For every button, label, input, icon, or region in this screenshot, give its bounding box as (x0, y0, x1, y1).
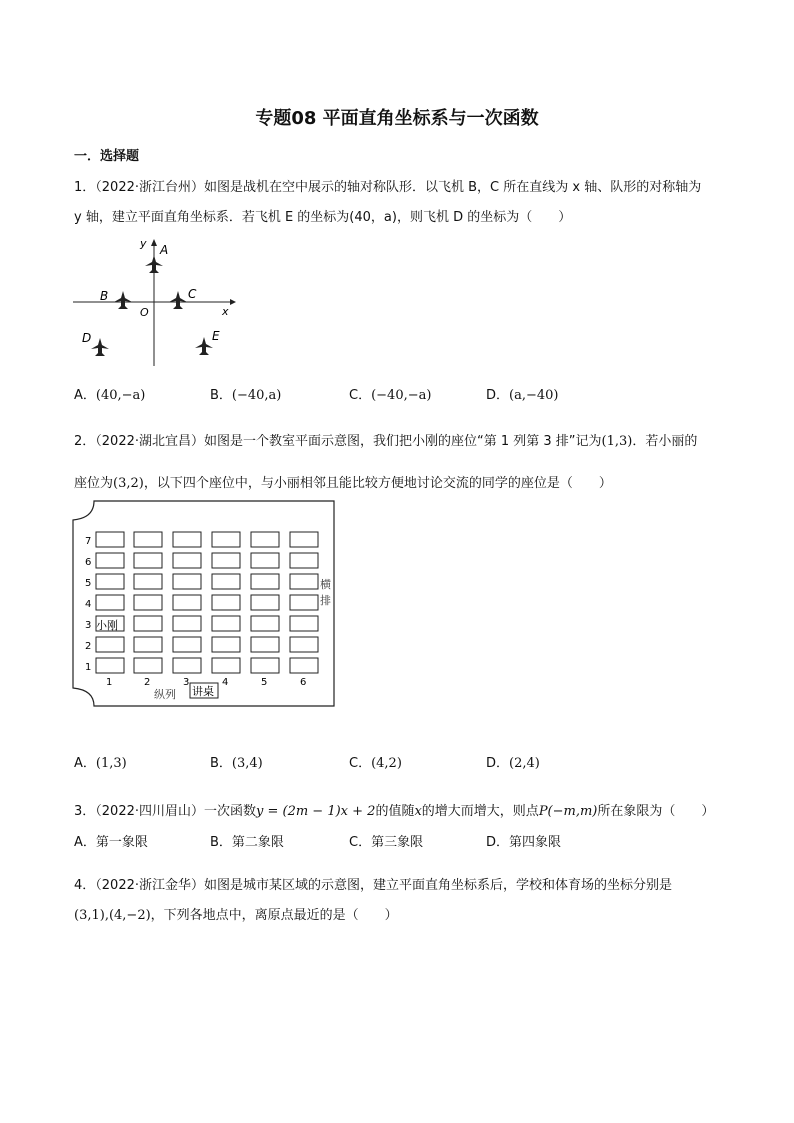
seat-grid (96, 532, 318, 673)
row-label: 3 (85, 620, 92, 631)
seat (96, 595, 124, 610)
q3-text-mid: 的值随 (375, 804, 415, 819)
seat (134, 616, 162, 631)
seat (96, 658, 124, 673)
q3-option-c-value: 第三象限 (371, 835, 424, 850)
seat (173, 637, 201, 652)
seat (212, 532, 240, 547)
q2-text-line2 (74, 472, 612, 491)
seat (290, 616, 318, 631)
q4-line2-math: (3,1),(4,−2) (74, 908, 151, 923)
q3-option-c[interactable] (349, 831, 423, 850)
q1-option-c-letter: C． (349, 388, 372, 403)
seat (212, 553, 240, 568)
seat (134, 658, 162, 673)
q2-option-b-value: (3,4) (231, 756, 263, 771)
x-axis-label: x (222, 305, 229, 318)
plane-e-icon (195, 337, 213, 355)
seat (290, 553, 318, 568)
q1-option-b[interactable] (210, 384, 281, 403)
y-axis-label: y (140, 237, 147, 250)
seat (134, 532, 162, 547)
plane-c-icon (169, 291, 187, 309)
seat (290, 658, 318, 673)
seat (251, 658, 279, 673)
q3-option-a-letter: A． (74, 835, 96, 850)
student-label-xiaogang: 小刚 (96, 619, 118, 632)
page-title: 专题08 平面直角坐标系与一次函数 (255, 108, 539, 129)
q1-option-b-value: (−40,a) (231, 388, 282, 403)
q2-option-d-value: (2,4) (509, 756, 540, 771)
q3-text-mid2: 的增大而增大，则点 (421, 804, 539, 819)
q3-option-b-letter: B． (210, 835, 232, 850)
q1-option-d-letter: D． (486, 388, 510, 403)
seat (251, 616, 279, 631)
q2-option-a-value: (1,3) (95, 756, 127, 771)
teacher-desk-label: 讲桌 (192, 685, 214, 698)
q4-text-line1: 4．（2022·浙江金华）如图是城市某区域的示意图，建立平面直角坐标系后，学校和体育场的坐标分别是 (74, 878, 672, 893)
seat (173, 595, 201, 610)
point-a-label: A (160, 243, 169, 257)
q1-option-d-value: (a,−40) (509, 388, 559, 403)
row-axis-label-2: 排 (320, 594, 331, 607)
seat (134, 595, 162, 610)
col-axis-label: 纵列 (154, 688, 176, 701)
seat (212, 574, 240, 589)
q1-figure (70, 236, 240, 370)
seat (173, 574, 201, 589)
q3-text (74, 800, 714, 819)
q3-option-d-value: 第四象限 (509, 835, 562, 850)
q3-option-a-value: 第一象限 (95, 835, 148, 850)
point-b-label: B (100, 289, 109, 303)
seat (96, 574, 124, 589)
seat (212, 637, 240, 652)
q4-line2-end: ，下列各地点中，离原点最近的是（ ） (150, 908, 398, 923)
seat (173, 532, 201, 547)
col-label: 2 (144, 677, 151, 688)
row-axis-label-1: 横 (320, 578, 331, 591)
point-c-label: C (188, 287, 197, 301)
q1-option-a-value: (40,−a) (95, 388, 146, 403)
q1-text-line2: y 轴，建立平面直角坐标系．若飞机 E 的坐标为(40，a)，则飞机 D 的坐标为（ ） (74, 210, 572, 225)
plane-d-icon (91, 338, 109, 356)
q3-text-start: 3．（2022·四川眉山）一次函数 (74, 804, 256, 819)
origin-label: O (140, 306, 149, 319)
q3-point: P(−m,m) (538, 804, 598, 819)
q2-line2-start: 座位为 (74, 476, 114, 491)
seat (96, 553, 124, 568)
seat (212, 595, 240, 610)
q2-option-d-letter: D． (486, 756, 510, 771)
q2-text-line1 (74, 430, 697, 449)
col-label: 4 (222, 677, 229, 688)
seat (134, 637, 162, 652)
q2-option-d[interactable] (486, 752, 540, 771)
q1-option-a[interactable] (74, 384, 145, 403)
q1-text-line1: 1．（2022·浙江台州）如图是战机在空中展示的轴对称队形．以飞机 B，C 所在直线为 x 轴、队形的对称轴为 (74, 180, 702, 195)
q3-variable-x: x (414, 804, 422, 819)
row-label: 1 (85, 662, 92, 673)
seat (251, 574, 279, 589)
seat (290, 532, 318, 547)
row-label: 4 (85, 599, 92, 610)
seat (290, 595, 318, 610)
q3-option-b[interactable] (210, 831, 284, 850)
row-labels (85, 536, 91, 673)
q3-option-d-letter: D． (486, 835, 510, 850)
q1-option-b-letter: B． (210, 388, 232, 403)
q3-text-end: 所在象限为（ ） (597, 804, 715, 819)
row-label: 2 (85, 641, 92, 652)
row-label: 6 (85, 557, 92, 568)
q1-option-c-value: (−40,−a) (371, 388, 432, 403)
seat (134, 553, 162, 568)
q2-option-b-letter: B． (210, 756, 232, 771)
x-axis-arrow (230, 299, 236, 305)
point-e-label: E (212, 329, 220, 343)
seat (251, 637, 279, 652)
plane-a-icon (145, 255, 163, 273)
col-label: 5 (261, 677, 268, 688)
q2-option-b[interactable] (210, 752, 263, 771)
q2-option-a[interactable] (74, 752, 127, 771)
plane-b-icon (114, 291, 132, 309)
q2-line1-math: (1,3) (601, 434, 633, 449)
row-label: 5 (85, 578, 92, 589)
seat (290, 637, 318, 652)
col-label: 3 (183, 677, 190, 688)
section-heading: 一．选择题 (74, 149, 140, 164)
q3-option-a[interactable] (74, 831, 148, 850)
seat (96, 637, 124, 652)
col-label: 6 (300, 677, 307, 688)
seat (251, 595, 279, 610)
q2-option-c-value: (4,2) (371, 756, 402, 771)
q2-line1-end: ．若小丽的 (632, 434, 698, 449)
q3-function: y = (2m − 1)x + 2 (256, 804, 376, 819)
col-label: 1 (106, 677, 113, 688)
q1-option-a-letter: A． (74, 388, 96, 403)
y-axis-arrow (151, 239, 157, 246)
q3-option-d[interactable] (486, 831, 561, 850)
seat (173, 658, 201, 673)
q2-option-c[interactable] (349, 752, 402, 771)
q2-line2-end: ，以下四个座位中，与小丽相邻且能比较方便地讨论交流的同学的座位是（ ） (143, 476, 612, 491)
point-d-label: D (82, 331, 92, 345)
seat (212, 616, 240, 631)
q2-option-c-letter: C． (349, 756, 372, 771)
seat (290, 574, 318, 589)
seat (173, 616, 201, 631)
q1-option-c[interactable] (349, 384, 431, 403)
q2-classroom-figure (72, 500, 336, 708)
q3-option-c-letter: C． (349, 835, 372, 850)
seat (96, 532, 124, 547)
seat (251, 553, 279, 568)
q2-option-a-letter: A． (74, 756, 96, 771)
q4-text-line2 (74, 904, 398, 923)
seat (251, 532, 279, 547)
q3-option-b-value: 第二象限 (231, 835, 284, 850)
row-label: 7 (85, 536, 92, 547)
seat (212, 658, 240, 673)
seat (134, 574, 162, 589)
seat (173, 553, 201, 568)
q1-option-d[interactable] (486, 384, 558, 403)
q2-line2-math: (3,2) (113, 476, 144, 491)
q2-line1-text: 2．（2022·湖北宜昌）如图是一个教室平面示意图，我们把小刚的座位“第 1 列第 3 排”记为 (74, 434, 602, 449)
